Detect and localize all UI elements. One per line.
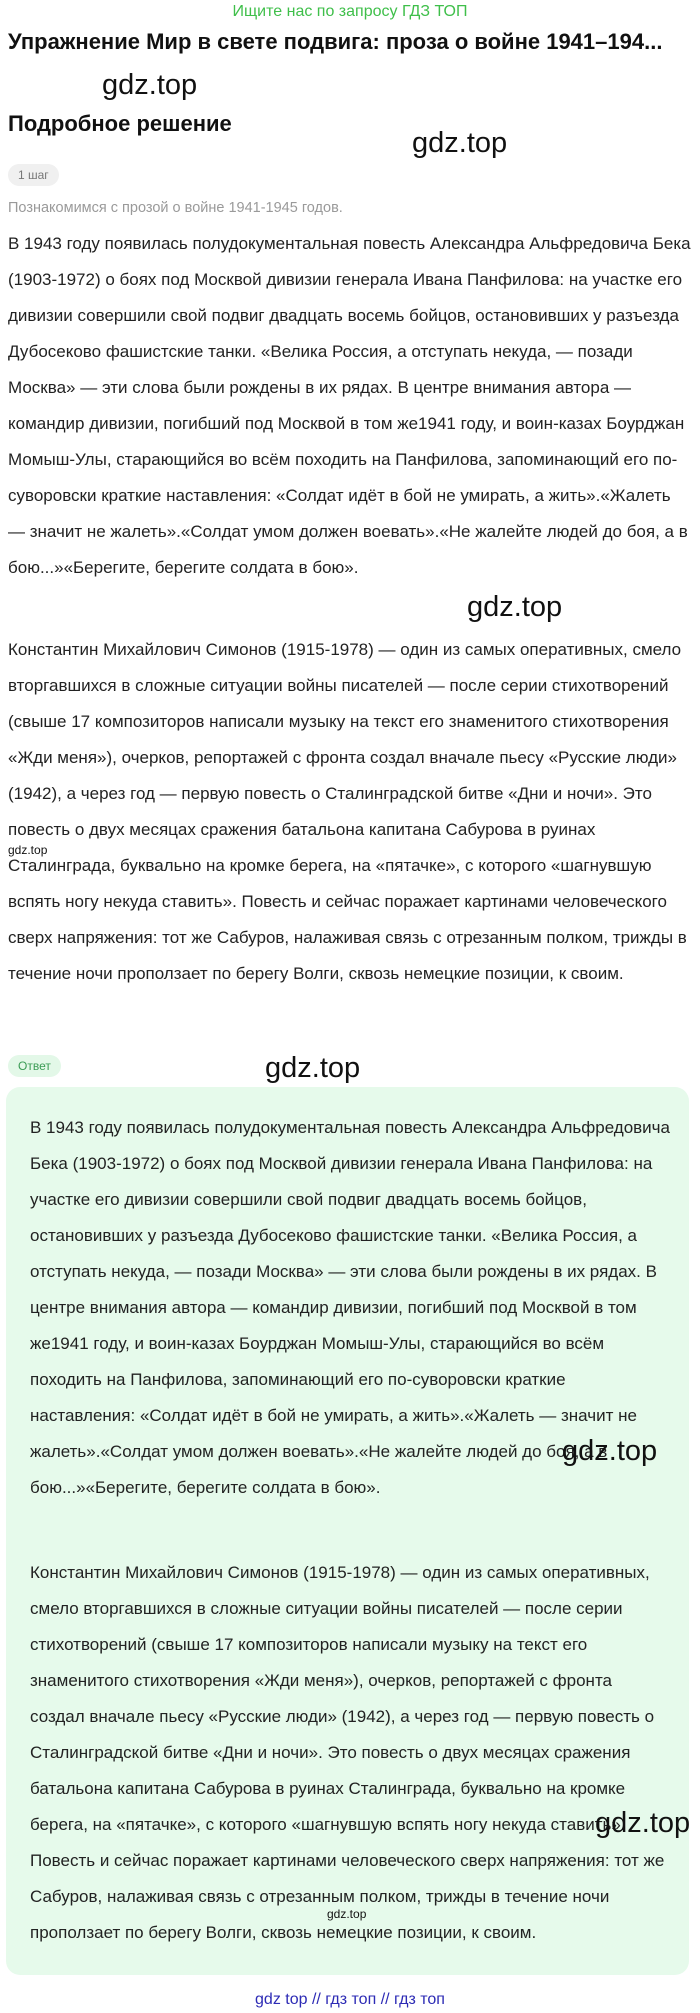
answer-paragraph-1: В 1943 году появилась полудокументальная повесть Александра Альфредовича Бека (1903-1972) о боях под Москвой дивизии генерала Ивана Панфилова: на участке его дивизии совершили свой подвиг двадцать восемь бойцов, остановивших у разъезда Дубосеково фашистские танки. «Велика Россия, а отступать некуда, — позади Москва» — эти слова были рождены в их рядах. В центре внимания автора — командир дивизии, погибший под Москвой в том же1941 году, и воин-казах Боурджан Момыш-Улы, старающийся во всём походить на Панфилова, запоминающий его по-суворовски краткие наставления: «Солдат идёт в бой не умирать, а жить».«Жалеть — значит не жалеть».«Солдат умом должен воевать».«Не жалейте людей до боя, а в бою...»«Берегите, берегите солдата в бою». <box>30 1118 670 1497</box>
search-banner[interactable]: Ищите нас по запросу ГДЗ ТОП <box>232 3 468 20</box>
watermark: gdz.top <box>562 1435 658 1467</box>
watermark: gdz.top <box>102 69 198 101</box>
answer-paragraph-2: Константин Михайлович Симонов (1915-1978) — один из самых оперативных, смело вторгавшихся в сложные ситуации войны писателей — после серии стихотворений (свыше 17 композиторов написали музыку на текст его знаменитого стихотворения «Жди меня»), очерков, репортажей с фронта создал вначале пьесу «Русские люди» (1942), а через год — первую повесть о Сталинградской битве «Дни и ночи». Это повесть о двух месяцах сражения батальона капитана Сабурова в руинах Сталинграда, буквально на кромке берега, на «пятачке», с которого «шагнувшую вспять ногу некуда ставить». Повесть и сейчас поражает картинами человеческого сверх напряжения: тот же Сабуров, налаживая связь с отрезанным полком, трижды в течение ночи проползает по берегу Волги, сквозь немецкие позиции, к своим. <box>30 1563 665 1942</box>
solution-paragraph-1: В 1943 году появилась полудокументальная повесть Александра Альфредовича Бека (1903-1972) о боях под Москвой дивизии генерала Ивана Панфилова: на участке его дивизии совершили свой подвиг двадцать восемь бойцов, остановивших у разъезда Дубосеково фашистские танки. «Велика Россия, а отступать некуда, — позади Москва» — эти слова были рождены в их рядах. В центре внимания автора — командир дивизии, погибший под Москвой в том же1941 году, и воин-казах Боурджан Момыш-Улы, старающийся во всём походить на Панфилова, запоминающий его по-суворовски краткие наставления: «Солдат идёт в бой не умирать, а жить».«Жалеть — значит не жалеть».«Солдат умом должен воевать».«Не жалейте людей до боя, а в бою...»«Берегите, берегите солдата в бою». <box>8 234 691 577</box>
watermark-small: gdz.top <box>8 843 48 857</box>
step-intro: Познакомимся с прозой о войне 1941-1945 годов. <box>8 200 343 216</box>
step-badge: 1 шаг <box>8 164 59 186</box>
footer-links[interactable]: gdz top // гдз топ // гдз топ <box>255 1991 445 2008</box>
page-title: Упражнение Мир в свете подвига: проза о войне 1941–194... <box>8 29 663 54</box>
answer-badge: Ответ <box>8 1055 61 1077</box>
watermark: gdz.top <box>595 1807 691 1839</box>
watermark-small: gdz.top <box>327 1907 367 1921</box>
solution-paragraph-2: Константин Михайлович Симонов (1915-1978) — один из самых оперативных, смело вторгавшихся в сложные ситуации войны писателей — после серии стихотворений (свыше 17 композиторов написали музыку на текст его знаменитого стихотворения «Жди меня»), очерков, репортажей с фронта создал вначале пьесу «Русские люди» (1942), а через год — первую повесть о Сталинградской битве «Дни и ночи». Это повесть о двух месяцах сражения батальона капитана Сабурова в руинах Сталинграда, буквально на кромке берега, на «пятачке», с которого «шагнувшую вспять ногу некуда ставить». Повесть и сейчас поражает картинами человеческого сверх напряжения: тот же Сабуров, налаживая связь с отрезанным полком, трижды в течение ночи проползает по берегу Волги, сквозь немецкие позиции, к своим. <box>8 640 687 983</box>
watermark: gdz.top <box>467 591 563 623</box>
section-heading: Подробное решение <box>8 111 232 136</box>
watermark: gdz.top <box>412 127 508 159</box>
watermark: gdz.top <box>265 1052 361 1084</box>
